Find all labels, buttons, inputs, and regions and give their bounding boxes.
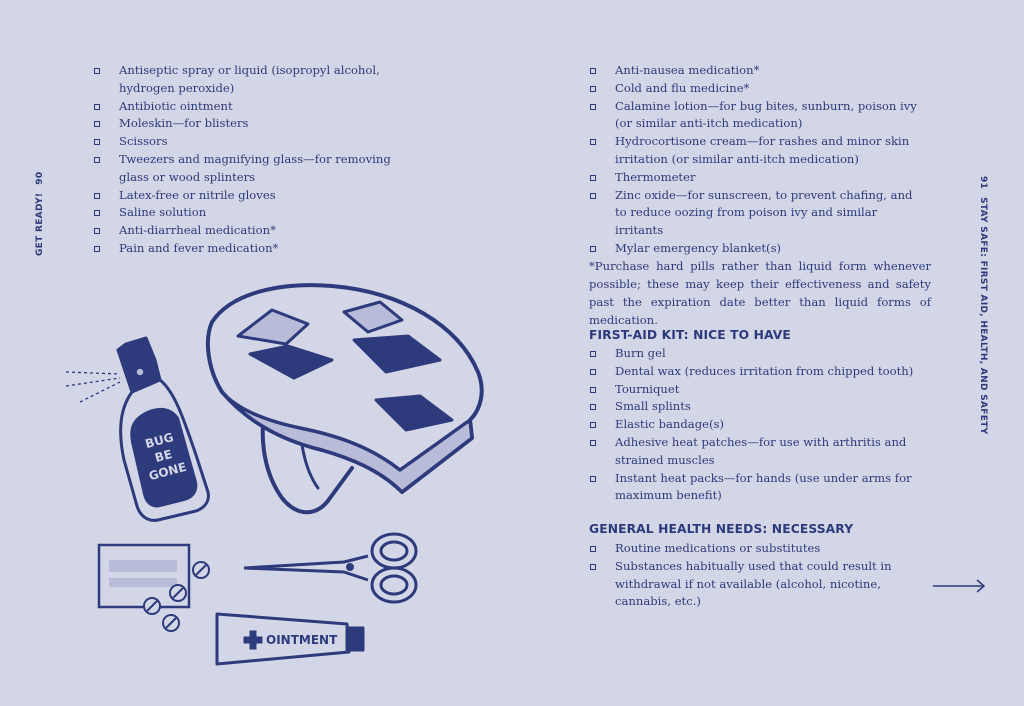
list-item: Antiseptic spray or liquid (isopropyl alcohol, hydrogen peroxide) [92,62,422,98]
list-item: Calamine lotion—for bug bites, sunburn, poison ivy (or similar anti-itch medication) [588,98,918,134]
arrow-right-icon [933,580,984,592]
list-item: Pain and fever medication* [92,240,422,258]
bottle-label-2: BE [153,447,174,466]
scissors-icon [244,534,416,602]
bottle-label-1: BUG [143,430,176,452]
list-item: Instant heat packs—for hands (use under arms for maximum benefit) [588,470,928,506]
list-item: Latex-free or nitrile gloves [92,187,422,205]
list-item: Tweezers and magnifying glass—for removing glass or wood splinters [92,151,422,187]
list-item: Scissors [92,133,422,151]
section-heading-general-health: GENERAL HEALTH NEEDS: NECESSARY [589,522,854,536]
list-item: Thermometer [588,169,918,187]
list-item: Dental wax (reduces irritation from chipped tooth) [588,363,928,381]
list-item: Cold and flu medicine* [588,80,918,98]
helmet-icon [208,285,482,512]
list-item: Substances habitually used that could result in withdrawal if not available (alcohol, nicotine, cannabis, etc.) [588,558,928,611]
running-head-title: GET READY! [35,192,45,256]
list-item: Saline solution [92,204,422,222]
bottle-label-3: GONE [147,459,188,484]
running-head-title: STAY SAFE: FIRST AID, HEALTH, AND SAFETY [978,197,988,435]
section-heading-nice-to-have: FIRST-AID KIT: NICE TO HAVE [589,328,791,342]
tube-label: OINTMENT [266,633,338,647]
list-item: Adhesive heat patches—for use with arthritis and strained muscles [588,434,928,470]
list-item: Hydrocortisone cream—for rashes and minor skin irritation (or similar anti-itch medication) [588,133,918,169]
list-item: Routine medications or substitutes [588,540,928,558]
page-number-right: 91 [978,176,988,190]
list-item: Tourniquet [588,381,928,399]
list-item: Moleskin—for blisters [92,115,422,133]
list-item: Small splints [588,398,928,416]
list-item: Zinc oxide—for sunscreen, to prevent chafing, and to reduce oozing from poison ivy and similar irritants [588,187,918,240]
list-item: Mylar emergency blanket(s) [588,240,918,258]
list-item: Anti-diarrheal medication* [92,222,422,240]
list-item: Burn gel [588,345,928,363]
footnote: *Purchase hard pills rather than liquid form whenever possible; these may keep their effectiveness and safety past the expiration date better than liquid forms of medication. [589,259,931,327]
page-number-left: 90 [35,171,45,185]
list-item: Antibiotic ointment [92,98,422,116]
list-item: Elastic bandage(s) [588,416,928,434]
list-item: Anti-nausea medication* [588,62,918,80]
spray-bottle-icon [66,338,208,520]
